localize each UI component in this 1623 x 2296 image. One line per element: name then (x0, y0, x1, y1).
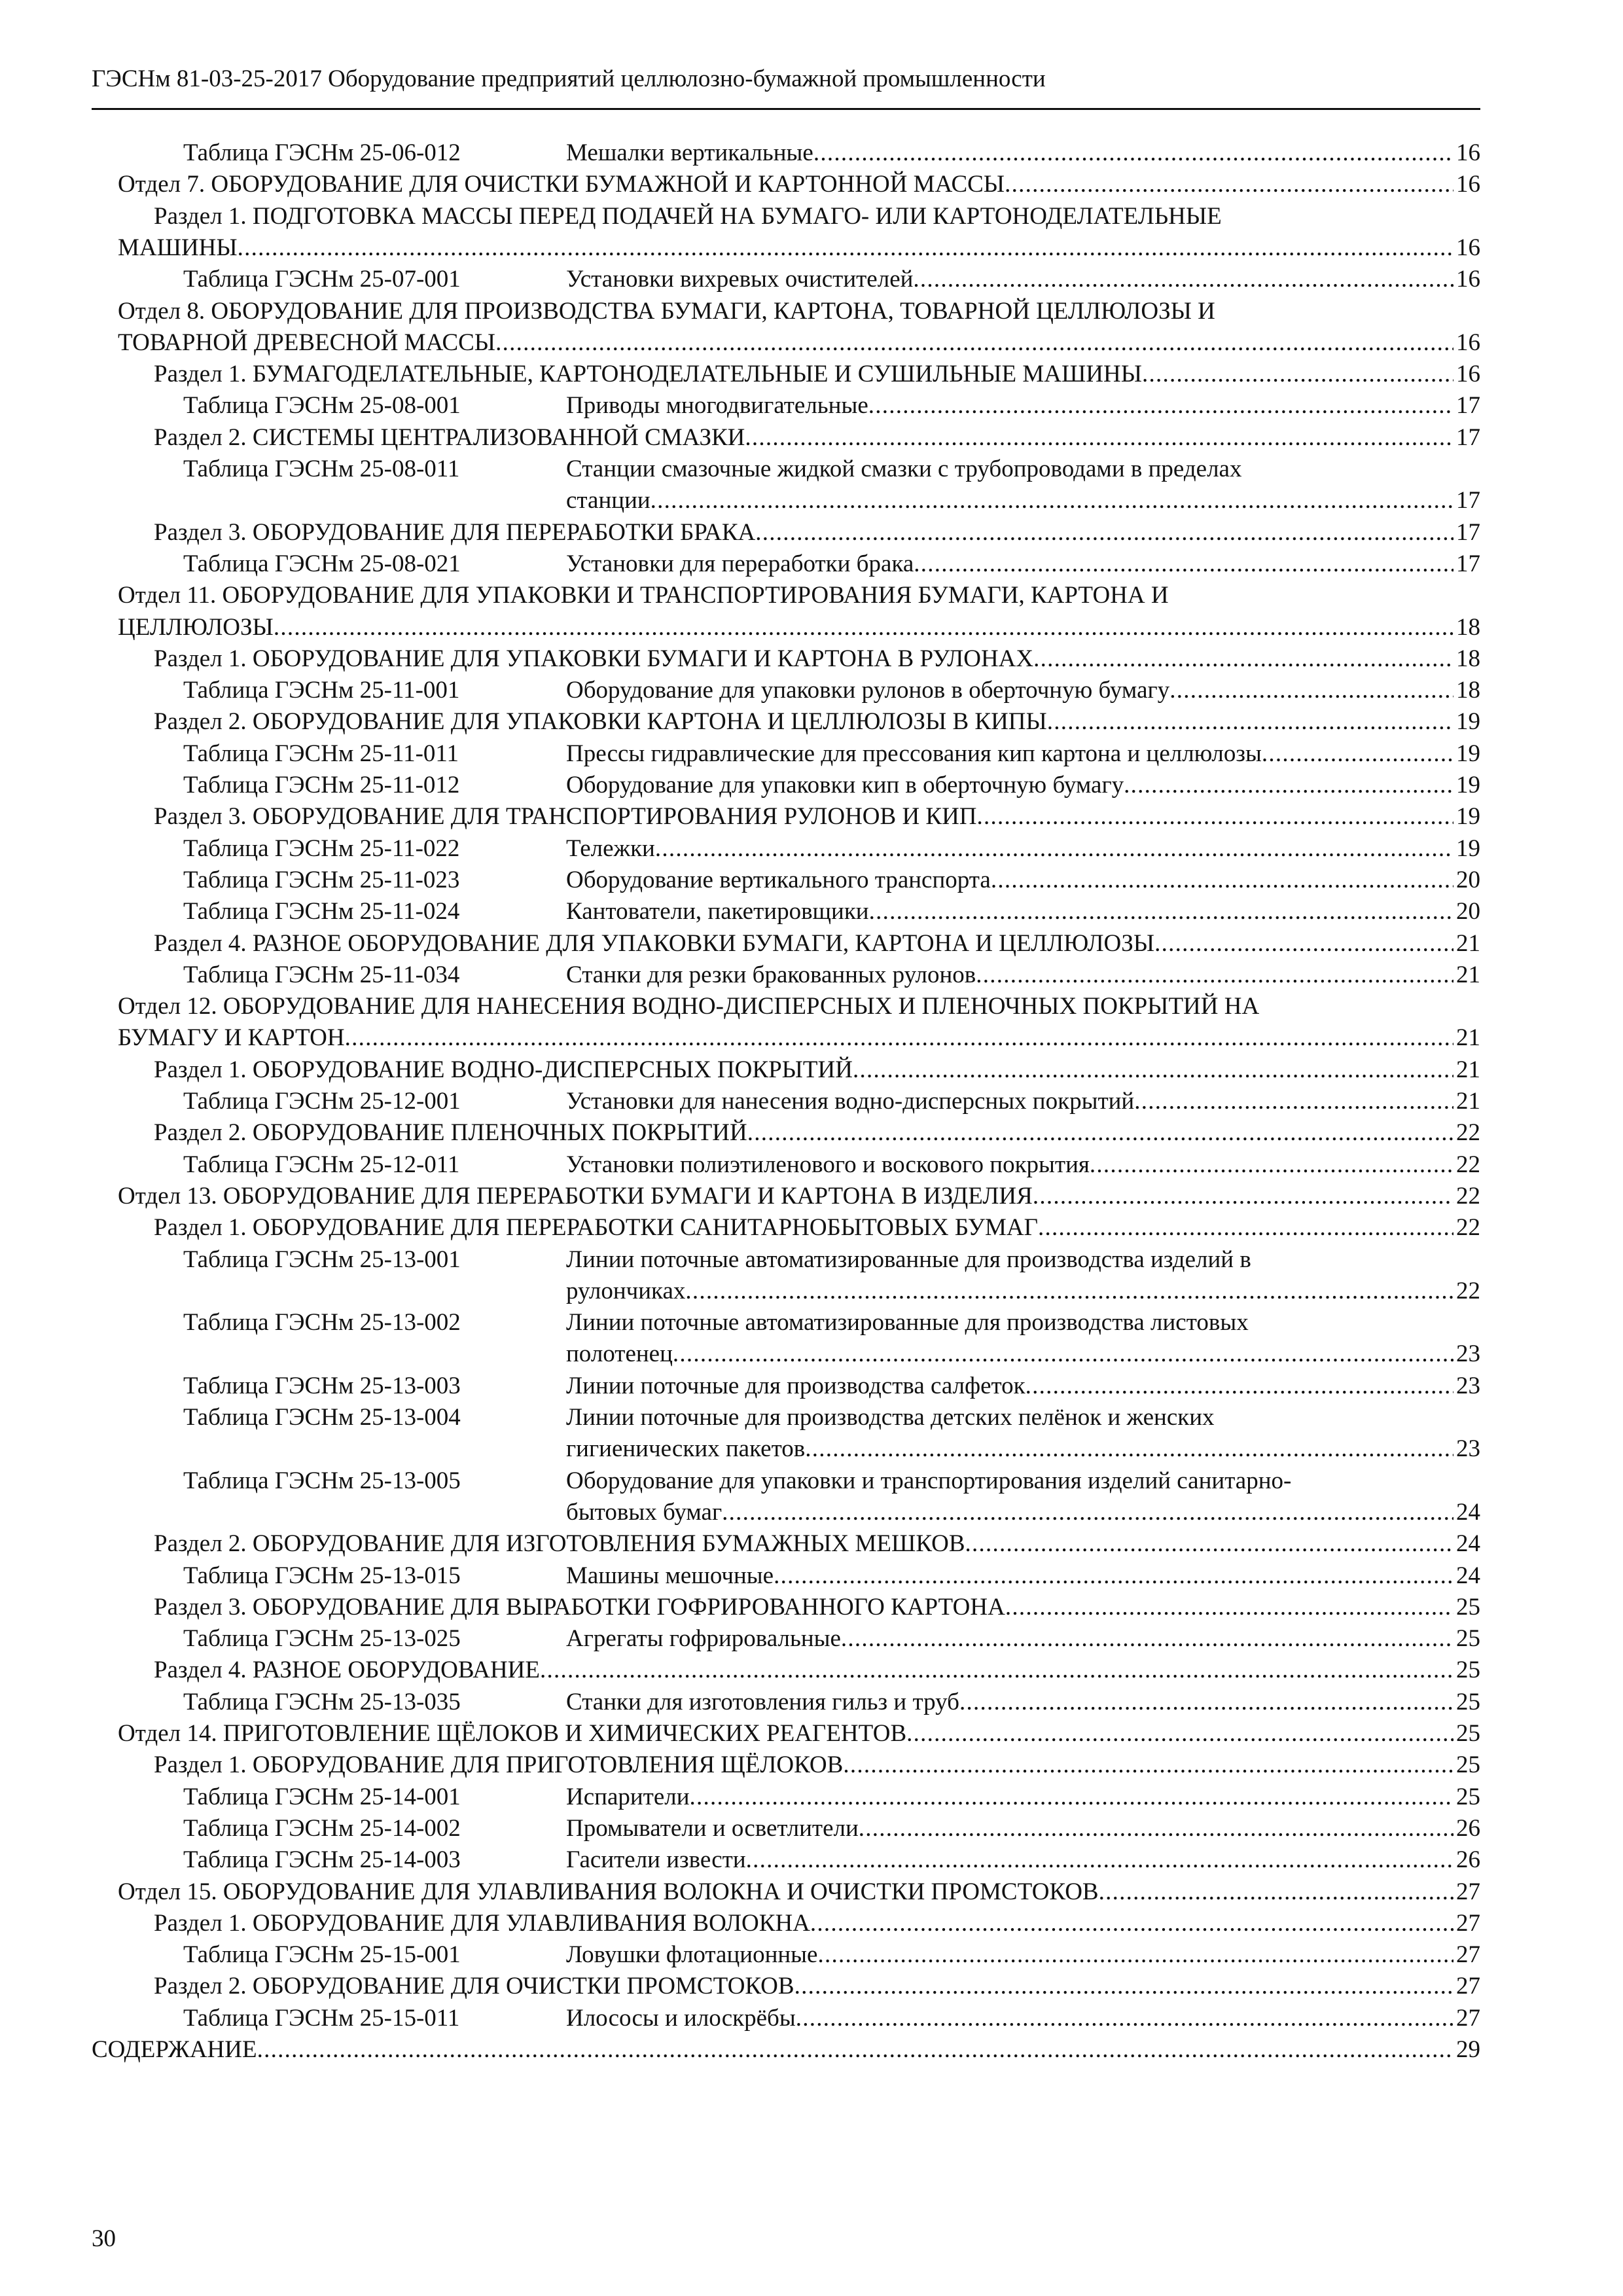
toc-entry-line[interactable] (566, 485, 1480, 516)
toc-entry-line[interactable] (92, 2034, 1480, 2066)
toc-leader-dots (796, 2003, 1454, 2034)
toc-entry-title: бытовых бумаг (566, 1498, 722, 1526)
toc-entry-line[interactable] (118, 1181, 1480, 1212)
toc-leader-dots (913, 264, 1454, 295)
toc-entry-title: Кантователи, пакетировщики (566, 898, 869, 925)
toc-entry-title: Раздел 1. ПОДГОТОВКА МАССЫ ПЕРЕД ПОДАЧЕЙ НА БУМАГО- ИЛИ КАРТОНОДЕЛАТЕЛЬНЫЕ (154, 202, 1222, 230)
toc-entry-line[interactable] (154, 801, 1480, 833)
toc-entry-line[interactable] (118, 1876, 1480, 1908)
toc-page-number: 26 (1456, 1814, 1480, 1842)
toc-page-number: 16 (1456, 329, 1480, 356)
toc-entry-title: Отдел 8. ОБОРУДОВАНИЕ ДЛЯ ПРОИЗВОДСТВА БУМАГИ, КАРТОНА, ТОВАРНОЙ ЦЕЛЛЮЛОЗЫ И (118, 297, 1215, 325)
toc-leader-dots (673, 1338, 1454, 1370)
toc-page-number: 18 (1456, 613, 1480, 641)
toc-entry-line[interactable] (183, 1560, 1480, 1592)
toc-entry-title: Раздел 2. СИСТЕМЫ ЦЕНТРАЛИЗОВАННОЙ СМАЗКИ (154, 423, 745, 451)
page-header: ГЭСНм 81-03-25-2017 Оборудование предприятий целлюлозно-бумажной промышленности (92, 65, 1046, 92)
toc-entry-title: Установки для нанесения водно-дисперсных покрытий (566, 1088, 1135, 1115)
toc-leader-dots (651, 485, 1454, 516)
toc-entry-title: Раздел 1. ОБОРУДОВАНИЕ ДЛЯ УПАКОВКИ БУМАГИ И КАРТОНА В РУЛОНАХ (154, 645, 1034, 672)
toc-page-number: 19 (1456, 740, 1480, 767)
toc-entry-line[interactable] (183, 1782, 1480, 1813)
toc-table-code: Таблица ГЭСНм 25-13-015 (183, 1562, 461, 1589)
toc-entry-line[interactable] (183, 390, 1480, 422)
toc-entry-title: ЦЕЛЛЮЛОЗЫ (118, 613, 274, 641)
toc-leader-dots (722, 1497, 1454, 1528)
toc-entry-title: полотенец (566, 1340, 673, 1368)
toc-table-code: Таблица ГЭСНм 25-14-003 (183, 1846, 461, 1874)
toc-table-code: Таблица ГЭСНм 25-08-021 (183, 550, 461, 577)
toc-entry-title: рулончиках (566, 1277, 686, 1304)
toc-leader-dots (813, 137, 1454, 169)
toc-page-number: 27 (1456, 1973, 1480, 2000)
toc-leader-dots (238, 232, 1454, 264)
toc-entry-line[interactable] (154, 1054, 1480, 1086)
toc-table-code: Таблица ГЭСНм 25-13-005 (183, 1467, 461, 1494)
toc-entry-title: Линии поточные автоматизированные для производства изделий в (566, 1246, 1251, 1273)
toc-page-number: 19 (1456, 772, 1480, 798)
toc-entry-line[interactable] (154, 517, 1480, 548)
toc-entry-line[interactable] (154, 359, 1480, 390)
toc-entry-line[interactable] (566, 1433, 1480, 1465)
toc-entry-title: гигиенических пакетов (566, 1435, 806, 1463)
toc-entry-line[interactable] (183, 548, 1480, 580)
toc-leader-dots (869, 896, 1454, 927)
toc-page-number: 16 (1456, 171, 1480, 198)
toc-leader-dots (1005, 1592, 1454, 1623)
toc-entry-line[interactable] (183, 770, 1480, 801)
toc-leader-dots (685, 1276, 1454, 1307)
toc-leader-dots (1154, 928, 1454, 960)
toc-entry-line[interactable] (118, 580, 1480, 611)
toc-table-code: Таблица ГЭСНм 25-14-002 (183, 1814, 461, 1842)
toc-leader-dots (1134, 1086, 1454, 1117)
toc-page-number: 19 (1456, 803, 1480, 831)
toc-entry-title: Испарители (566, 1783, 690, 1810)
toc-entry-line[interactable] (183, 1307, 1480, 1338)
toc-entry-title: Тележки (566, 834, 655, 862)
toc-leader-dots (859, 1813, 1454, 1844)
toc-page-number: 22 (1456, 1277, 1480, 1304)
toc-entry-line[interactable] (183, 1244, 1480, 1276)
toc-entry-title: Агрегаты гофрировальные (566, 1625, 841, 1653)
toc-entry-title: Раздел 1. ОБОРУДОВАНИЕ ДЛЯ УЛАВЛИВАНИЯ ВОЛОКНА (154, 1909, 810, 1937)
toc-entry-line[interactable] (183, 1623, 1480, 1655)
toc-entry-line[interactable] (183, 675, 1480, 706)
toc-entry-title: станции (566, 487, 651, 514)
toc-page-number: 18 (1456, 645, 1480, 672)
toc-leader-dots (906, 1718, 1454, 1749)
toc-entry-line[interactable] (183, 1465, 1480, 1497)
toc-entry-line[interactable] (183, 1371, 1480, 1402)
toc-entry-title: Установки для переработки брака (566, 550, 914, 577)
toc-leader-dots (1169, 675, 1454, 706)
toc-entry-title: ТОВАРНОЙ ДРЕВЕСНОЙ МАССЫ (118, 329, 496, 356)
toc-leader-dots (1142, 359, 1454, 390)
header-rule (92, 108, 1480, 110)
toc-entry-line[interactable] (154, 1117, 1480, 1149)
page-number: 30 (92, 2225, 116, 2252)
toc-page-number: 21 (1456, 929, 1480, 957)
toc-leader-dots (655, 833, 1454, 865)
toc-page-number: 16 (1456, 266, 1480, 293)
toc-page-number: 23 (1456, 1372, 1480, 1399)
toc-entry-line[interactable] (154, 928, 1480, 960)
toc-table-code: Таблица ГЭСНм 25-11-024 (183, 898, 460, 925)
toc-page-number: 17 (1456, 550, 1480, 577)
toc-page-number: 24 (1456, 1562, 1480, 1589)
toc-entry-line[interactable] (183, 1687, 1480, 1718)
toc-entry-line[interactable] (183, 1149, 1480, 1181)
toc-page-number: 18 (1456, 677, 1480, 704)
toc-entry-line[interactable] (183, 1086, 1480, 1117)
toc-page-number: 25 (1456, 1720, 1480, 1747)
toc-page-number: 27 (1456, 1878, 1480, 1905)
toc-entry-line[interactable] (566, 1497, 1480, 1528)
toc-entry-title: Отдел 14. ПРИГОТОВЛЕНИЕ ЩЁЛОКОВ И ХИМИЧЕСКИХ РЕАГЕНТОВ (118, 1720, 907, 1747)
toc-entry-title: Гасители извести (566, 1846, 746, 1874)
toc-leader-dots (690, 1782, 1454, 1813)
toc-leader-dots (1047, 706, 1454, 738)
toc-page-number: 25 (1456, 1783, 1480, 1810)
toc-entry-line[interactable] (154, 1592, 1480, 1623)
toc-leader-dots (1099, 1876, 1454, 1908)
toc-entry-title: Раздел 3. ОБОРУДОВАНИЕ ДЛЯ ПЕРЕРАБОТКИ БРАКА (154, 518, 756, 546)
toc-leader-dots (965, 1528, 1454, 1560)
toc-page-number: 23 (1456, 1340, 1480, 1368)
toc-entry-title: Отдел 15. ОБОРУДОВАНИЕ ДЛЯ УЛАВЛИВАНИЯ ВОЛОКНА И ОЧИСТКИ ПРОМСТОКОВ (118, 1878, 1099, 1905)
toc-entry-line[interactable] (183, 1939, 1480, 1971)
toc-entry-line[interactable] (183, 454, 1480, 485)
toc-leader-dots (805, 1433, 1454, 1465)
toc-page-number: 22 (1456, 1182, 1480, 1210)
toc-entry-title: Отдел 11. ОБОРУДОВАНИЕ ДЛЯ УПАКОВКИ И ТРАНСПОРТИРОВАНИЯ БУМАГИ, КАРТОНА И (118, 582, 1169, 609)
toc-page-number: 29 (1456, 2036, 1480, 2063)
toc-page-number: 27 (1456, 1941, 1480, 1969)
toc-entry-line[interactable] (183, 865, 1480, 896)
toc-entry-title: Раздел 3. ОБОРУДОВАНИЕ ДЛЯ ВЫРАБОТКИ ГОФРИРОВАННОГО КАРТОНА (154, 1593, 1005, 1621)
toc-entry-title: Оборудование для упаковки и транспортирования изделий санитарно- (566, 1467, 1292, 1494)
toc-page-number: 17 (1456, 487, 1480, 514)
toc-table-code: Таблица ГЭСНм 25-13-001 (183, 1246, 461, 1273)
toc-entry-title: Установки полиэтиленового и воскового покрытия (566, 1151, 1090, 1178)
toc-entry-title: Раздел 1. ОБОРУДОВАНИЕ ДЛЯ ПРИГОТОВЛЕНИЯ ЩЁЛОКОВ (154, 1751, 844, 1779)
toc-leader-dots (274, 612, 1454, 643)
toc-leader-dots (810, 1908, 1454, 1939)
toc-leader-dots (843, 1749, 1454, 1781)
toc-entry-title: Оборудование для упаковки кип в оберточную бумагу (566, 772, 1124, 798)
toc-leader-dots (841, 1623, 1454, 1655)
toc-table-code: Таблица ГЭСНм 25-11-011 (183, 740, 459, 767)
toc-leader-dots (976, 960, 1454, 991)
toc-leader-dots (540, 1655, 1454, 1686)
toc-entry-line[interactable] (118, 327, 1480, 359)
toc-leader-dots (1005, 169, 1454, 200)
toc-page-number: 25 (1456, 1625, 1480, 1653)
toc-page-number: 17 (1456, 423, 1480, 451)
toc-table-code: Таблица ГЭСНм 25-11-001 (183, 677, 460, 704)
toc-entry-title: Приводы многодвигательные (566, 392, 868, 420)
toc-leader-dots (747, 1117, 1454, 1149)
toc-leader-dots (1090, 1149, 1454, 1181)
toc-entry-line[interactable] (183, 1844, 1480, 1876)
toc-page-number: 19 (1456, 834, 1480, 862)
toc-entry-title: Илососы и илоскрёбы (566, 2004, 796, 2032)
toc-entry-line[interactable] (183, 2003, 1480, 2034)
toc-page-number: 26 (1456, 1846, 1480, 1874)
toc-page-number: 27 (1456, 1909, 1480, 1937)
toc-entry-title: Линии поточные для производства салфеток (566, 1372, 1026, 1399)
toc-page-number: 22 (1456, 1119, 1480, 1147)
toc-table-code: Таблица ГЭСНм 25-13-002 (183, 1309, 461, 1336)
toc-entry-line[interactable] (154, 1971, 1480, 2002)
toc-entry-line[interactable] (566, 1276, 1480, 1307)
toc-entry-title: Промыватели и осветлители (566, 1814, 859, 1842)
toc-page-number: 16 (1456, 234, 1480, 261)
toc-page-number: 24 (1456, 1498, 1480, 1526)
toc-table-code: Таблица ГЭСНм 25-07-001 (183, 266, 461, 293)
toc-page-number: 21 (1456, 1024, 1480, 1052)
toc-page-number: 22 (1456, 1214, 1480, 1242)
toc-entry-title: Раздел 3. ОБОРУДОВАНИЕ ДЛЯ ТРАНСПОРТИРОВАНИЯ РУЛОНОВ И КИП (154, 803, 977, 831)
toc-leader-dots (755, 517, 1454, 548)
toc-entry-title: Станции смазочные жидкой смазки с трубопроводами в пределах (566, 456, 1242, 482)
toc-entry-line[interactable] (118, 991, 1480, 1022)
toc-page-number: 22 (1456, 1151, 1480, 1178)
toc-entry-line[interactable] (183, 896, 1480, 927)
toc-page-number: 25 (1456, 1751, 1480, 1779)
toc-leader-dots (817, 1939, 1454, 1971)
toc-entry-title: Отдел 13. ОБОРУДОВАНИЕ ДЛЯ ПЕРЕРАБОТКИ БУМАГИ И КАРТОНА В ИЗДЕЛИЯ (118, 1182, 1033, 1210)
toc-leader-dots (977, 801, 1454, 833)
toc-table-code: Таблица ГЭСНм 25-08-011 (183, 456, 460, 482)
toc-entry-line[interactable] (183, 1402, 1480, 1433)
toc-entry-line[interactable] (154, 1908, 1480, 1939)
toc-table-code: Таблица ГЭСНм 25-13-003 (183, 1372, 461, 1399)
toc-entry-line[interactable] (154, 201, 1480, 232)
toc-table-code: Таблица ГЭСНм 25-06-012 (183, 139, 461, 166)
toc-entry-title: Раздел 2. ОБОРУДОВАНИЕ ПЛЕНОЧНЫХ ПОКРЫТИЙ (154, 1119, 747, 1147)
toc-page-number: 20 (1456, 898, 1480, 925)
toc-leader-dots (1026, 1371, 1454, 1402)
toc-leader-dots (1033, 643, 1454, 675)
toc-page-number: 19 (1456, 708, 1480, 736)
toc-leader-dots (853, 1054, 1454, 1086)
toc-table-code: Таблица ГЭСНм 25-13-004 (183, 1404, 461, 1431)
toc-table-code: Таблица ГЭСНм 25-12-001 (183, 1088, 461, 1115)
toc-page-number: 27 (1456, 2004, 1480, 2032)
toc-table-code: Таблица ГЭСНм 25-11-023 (183, 866, 460, 893)
toc-page-number: 17 (1456, 392, 1480, 420)
toc-entry-title: Оборудование вертикального транспорта (566, 866, 991, 893)
toc-entry-line[interactable] (183, 264, 1480, 295)
toc-page-number: 21 (1456, 961, 1480, 988)
toc-entry-line[interactable] (154, 1528, 1480, 1560)
toc-entry-line[interactable] (154, 706, 1480, 738)
toc-entry-title: БУМАГУ И КАРТОН (118, 1024, 345, 1052)
toc-entry-line[interactable] (183, 833, 1480, 865)
toc-entry-title: Отдел 12. ОБОРУДОВАНИЕ ДЛЯ НАНЕСЕНИЯ ВОДНО-ДИСПЕРСНЫХ И ПЛЕНОЧНЫХ ПОКРЫТИЙ НА (118, 993, 1260, 1020)
toc-leader-dots (495, 327, 1454, 359)
toc-leader-dots (345, 1022, 1454, 1054)
toc-entry-title: Раздел 4. РАЗНОЕ ОБОРУДОВАНИЕ ДЛЯ УПАКОВКИ БУМАГИ, КАРТОНА И ЦЕЛЛЮЛОЗЫ (154, 929, 1155, 957)
toc-page-number: 24 (1456, 1530, 1480, 1558)
toc-page-number: 16 (1456, 361, 1480, 388)
toc-leader-dots (257, 2034, 1454, 2066)
toc-leader-dots (868, 390, 1454, 422)
toc-page-number: 23 (1456, 1435, 1480, 1463)
toc-entry-line[interactable] (154, 643, 1480, 675)
toc-table-code: Таблица ГЭСНм 25-11-034 (183, 961, 460, 988)
toc-entry-title: Отдел 7. ОБОРУДОВАНИЕ ДЛЯ ОЧИСТКИ БУМАЖНОЙ И КАРТОННОЙ МАССЫ (118, 171, 1005, 198)
toc-page-number: 21 (1456, 1056, 1480, 1083)
toc-entry-line[interactable] (118, 296, 1480, 327)
toc-page-number: 16 (1456, 139, 1480, 166)
toc-entry-title: Раздел 4. РАЗНОЕ ОБОРУДОВАНИЕ (154, 1657, 540, 1684)
toc-entry-title: Прессы гидравлические для прессования кип картона и целлюлозы (566, 740, 1262, 767)
toc-entry-title: СОДЕРЖАНИЕ (92, 2036, 257, 2063)
toc-entry-line[interactable] (183, 738, 1480, 770)
toc-entry-title: Установки вихревых очистителей (566, 266, 914, 293)
toc-entry-title: Линии поточные автоматизированные для производства листовых (566, 1309, 1249, 1336)
toc-leader-dots (774, 1560, 1454, 1592)
toc-table-code: Таблица ГЭСНм 25-13-035 (183, 1688, 461, 1715)
toc-page-number: 25 (1456, 1593, 1480, 1621)
toc-leader-dots (745, 422, 1454, 454)
toc-table-code: Таблица ГЭСНм 25-11-022 (183, 834, 460, 862)
toc-table-code: Таблица ГЭСНм 25-14-001 (183, 1783, 461, 1810)
toc-leader-dots (1038, 1212, 1454, 1244)
toc-entry-title: Раздел 1. БУМАГОДЕЛАТЕЛЬНЫЕ, КАРТОНОДЕЛАТЕЛЬНЫЕ И СУШИЛЬНЫЕ МАШИНЫ (154, 361, 1142, 388)
toc-entry-line[interactable] (118, 612, 1480, 643)
toc-table-code: Таблица ГЭСНм 25-13-025 (183, 1625, 461, 1653)
toc-entry-title: Машины мешочные (566, 1562, 774, 1589)
toc-entry-line[interactable] (154, 1212, 1480, 1244)
toc-entry-title: Станки для изготовления гильз и труб (566, 1688, 959, 1715)
toc-table-code: Таблица ГЭСНм 25-12-011 (183, 1151, 460, 1178)
toc-entry-line[interactable] (183, 137, 1480, 169)
toc-page-number: 21 (1456, 1088, 1480, 1115)
toc-leader-dots (1262, 738, 1454, 770)
toc-entry-title: Раздел 2. ОБОРУДОВАНИЕ ДЛЯ УПАКОВКИ КАРТОНА И ЦЕЛЛЮЛОЗЫ В КИПЫ (154, 708, 1047, 736)
toc-entry-line[interactable] (118, 169, 1480, 200)
toc-entry-line[interactable] (566, 1338, 1480, 1370)
toc-entry-title: Ловушки флотационные (566, 1941, 818, 1969)
toc-entry-line[interactable] (154, 1749, 1480, 1781)
toc-table-code: Таблица ГЭСНм 25-11-012 (183, 772, 460, 798)
toc-leader-dots (746, 1844, 1454, 1876)
toc-page-number: 25 (1456, 1657, 1480, 1684)
toc-entry-line[interactable] (118, 1718, 1480, 1749)
toc-table-code: Таблица ГЭСНм 25-15-001 (183, 1941, 461, 1969)
toc-entry-title: Раздел 1. ОБОРУДОВАНИЕ ВОДНО-ДИСПЕРСНЫХ ПОКРЫТИЙ (154, 1056, 853, 1083)
toc-entry-title: МАШИНЫ (118, 234, 238, 261)
toc-entry-title: Раздел 2. ОБОРУДОВАНИЕ ДЛЯ ИЗГОТОВЛЕНИЯ БУМАЖНЫХ МЕШКОВ (154, 1530, 965, 1558)
toc-leader-dots (794, 1971, 1454, 2002)
toc-table-code: Таблица ГЭСНм 25-08-001 (183, 392, 461, 420)
toc-entry-title: Раздел 1. ОБОРУДОВАНИЕ ДЛЯ ПЕРЕРАБОТКИ САНИТАРНОБЫТОВЫХ БУМАГ (154, 1214, 1038, 1242)
toc-page-number: 17 (1456, 518, 1480, 546)
toc-entry-title: Раздел 2. ОБОРУДОВАНИЕ ДЛЯ ОЧИСТКИ ПРОМСТОКОВ (154, 1973, 794, 2000)
toc-entry-line[interactable] (154, 422, 1480, 454)
toc-leader-dots (914, 548, 1454, 580)
toc-leader-dots (959, 1687, 1454, 1718)
toc-entry-title: Оборудование для упаковки рулонов в оберточную бумагу (566, 677, 1170, 704)
toc-page-number: 20 (1456, 866, 1480, 893)
toc-leader-dots (1033, 1181, 1454, 1212)
toc-entry-line[interactable] (118, 1022, 1480, 1054)
toc-entry-title: Станки для резки бракованных рулонов (566, 961, 976, 988)
toc-entry-line[interactable] (118, 232, 1480, 264)
toc-leader-dots (991, 865, 1454, 896)
toc-page-number: 25 (1456, 1688, 1480, 1715)
toc-entry-line[interactable] (183, 1813, 1480, 1844)
toc-entry-line[interactable] (154, 1655, 1480, 1686)
toc-leader-dots (1124, 770, 1454, 801)
toc-table-code: Таблица ГЭСНм 25-15-011 (183, 2004, 460, 2032)
toc-entry-title: Мешалки вертикальные (566, 139, 813, 166)
toc-entry-line[interactable] (183, 960, 1480, 991)
toc-entry-title: Линии поточные для производства детских пелёнок и женских (566, 1404, 1215, 1431)
